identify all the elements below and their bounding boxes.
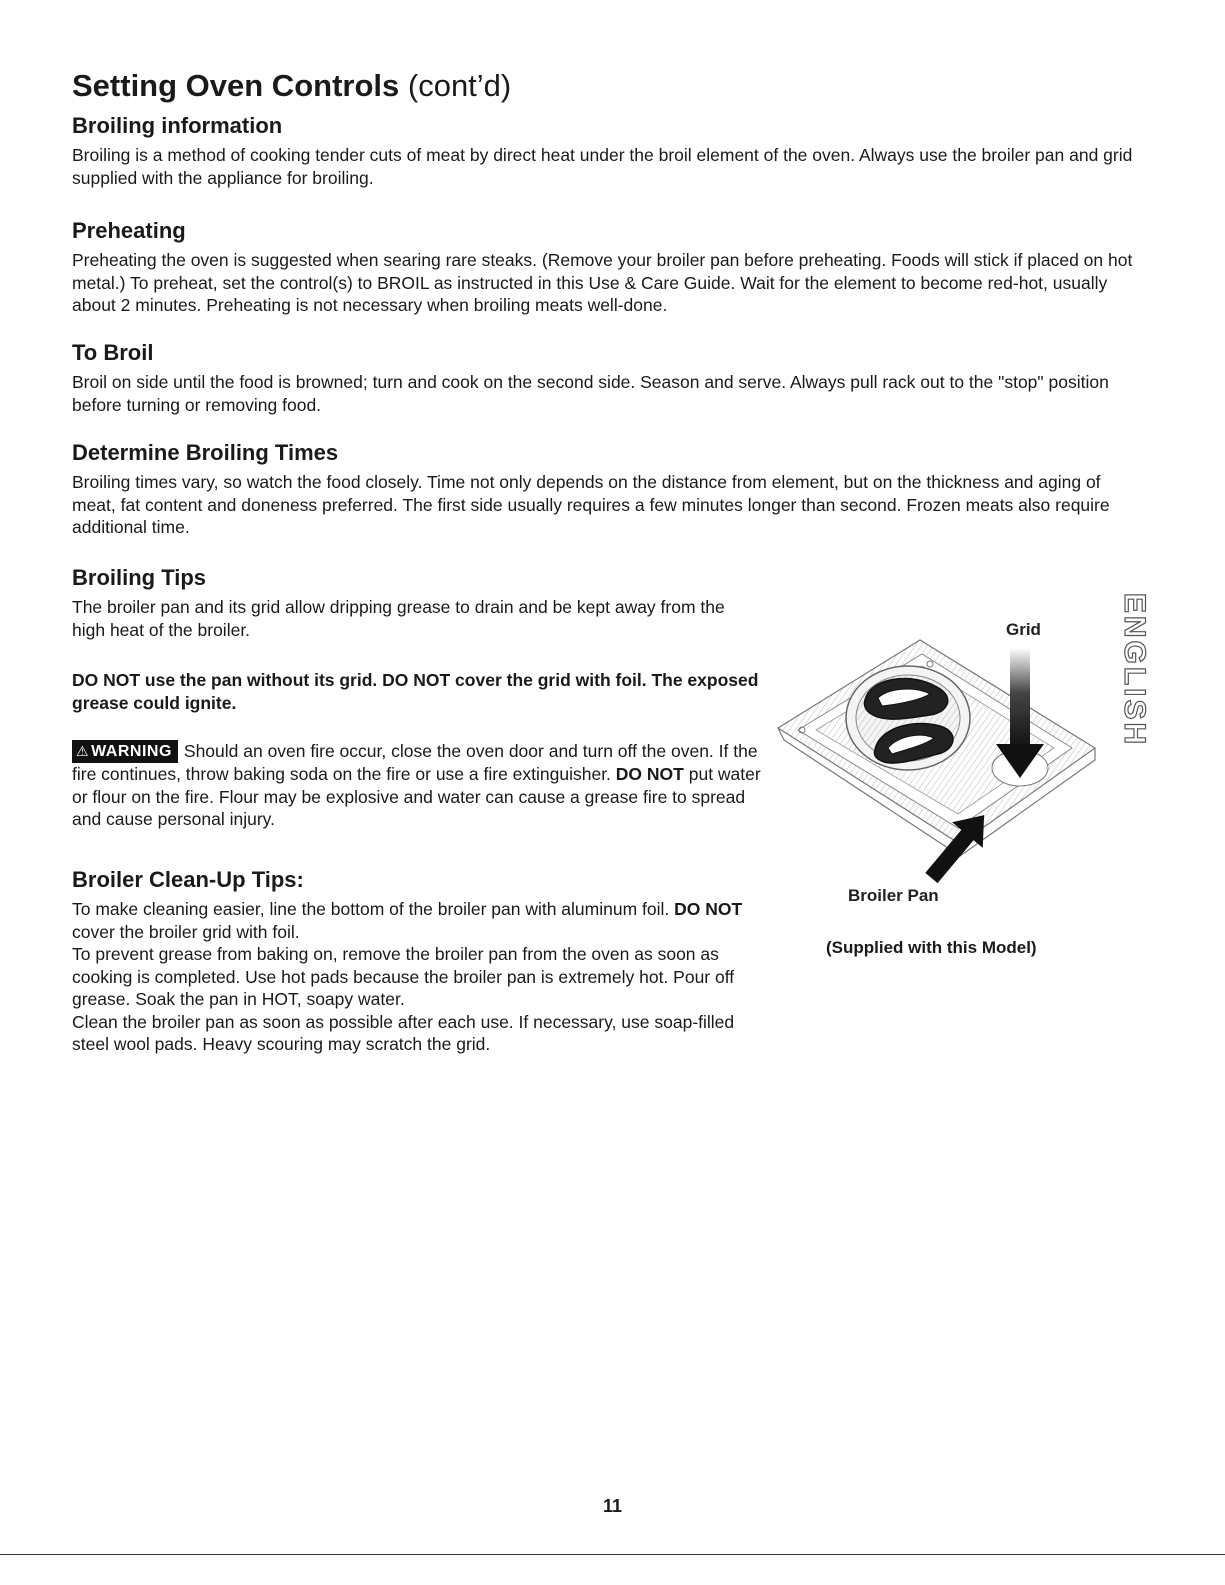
section-text: Broiling is a method of cooking tender cuts of meat by direct heat under the broil element of the oven. Always use the broiler pan and grid supplied with the appliance for broiling. bbox=[72, 145, 1133, 188]
page-title-main: Setting Oven Controls bbox=[72, 68, 400, 103]
language-side-tab bbox=[1108, 580, 1160, 760]
page-number: 11 bbox=[602, 1496, 623, 1516]
section-broiling-information bbox=[72, 112, 1138, 189]
cleanup-text-end: cover the broiler grid with foil. bbox=[72, 921, 300, 942]
cleanup-strong: DO NOT bbox=[674, 899, 743, 919]
page-title bbox=[72, 66, 511, 106]
section-heading: Preheating bbox=[72, 218, 186, 243]
section-heading: Broiler Clean-Up Tips: bbox=[72, 867, 304, 892]
page-title-suffix: (cont’d) bbox=[407, 68, 512, 103]
section-text: Broil on side until the food is browned; turn and cook on the second side. Season and serve. Always pull rack out to the "stop" position before turning or removing food. bbox=[72, 372, 1109, 415]
section-cleanup-tips bbox=[72, 866, 762, 1056]
warning-strong: DO NOT bbox=[615, 764, 684, 784]
cleanup-paragraph-2: To prevent grease from baking on, remove the broiler pan from the oven as soon as cooking is completed. Use hot pads because the broiler pan is extremely hot. Pour off grease. Soak the pan in HOT, soapy water. bbox=[72, 944, 735, 1009]
cleanup-text: To make cleaning easier, line the bottom of the broiler pan with aluminum foil. bbox=[72, 899, 670, 919]
cleanup-paragraph-1 bbox=[72, 898, 762, 943]
warning-triangle-icon: ⚠ bbox=[76, 743, 90, 759]
warning-badge-label: WARNING bbox=[91, 743, 172, 760]
figure-caption: (Supplied with this Model) bbox=[826, 938, 1037, 957]
bold-warning: DO NOT use the pan without its grid. DO NOT cover the grid with foil. The exposed grease could ignite. bbox=[72, 670, 759, 713]
section-heading: To Broil bbox=[72, 340, 154, 365]
warning-text: Should an oven fire occur, close the oven door and turn off the oven. If the fire continues, throw baking soda on the fire or use a fire extinguisher. bbox=[72, 741, 758, 784]
cleanup-paragraph-3: Clean the broiler pan as soon as possible after each use. If necessary, use soap-filled steel wool pads. Heavy scouring may scratch the grid. bbox=[72, 1011, 735, 1054]
section-preheating bbox=[72, 217, 1138, 317]
section-broiling-times bbox=[72, 439, 1138, 539]
section-text: Broiling times vary, so watch the food closely. Time not only depends on the distance from element, but on the thickness and aging of meat, fat content and doneness preferred. The first side usually requires a few minutes longer than second. Frozen meats also require additional time. bbox=[72, 472, 1110, 537]
section-heading: Determine Broiling Times bbox=[72, 440, 339, 465]
language-label: ENGLISH bbox=[1118, 592, 1151, 748]
section-text: The broiler pan and its grid allow dripping grease to drain and be kept away from the high heat of the broiler. bbox=[72, 597, 725, 640]
section-to-broil bbox=[72, 339, 1138, 416]
grid-label: Grid bbox=[1006, 620, 1041, 639]
broiler-pan-illustration bbox=[770, 600, 1100, 920]
section-heading: Broiling Tips bbox=[72, 565, 207, 590]
section-text: Preheating the oven is suggested when searing rare steaks. (Remove your broiler pan before preheating. Foods will stick if placed on hot metal.) To preheat, set the control(s) to BROIL as instructed in this Use & Care Guide. Wait for the element to become red-hot, usually about 2 minutes. Preheating is not necessary when broiling meats well-done. bbox=[72, 250, 1133, 315]
warning-text-end: put water or flour on the fire. Flour may be explosive and water can cause a grease fire to spread and cause personal injury. bbox=[72, 764, 761, 829]
section-broiling-tips bbox=[72, 564, 762, 831]
bottom-rule bbox=[0, 1554, 1225, 1555]
broiler-pan-label: Broiler Pan bbox=[848, 886, 939, 905]
broiler-pan-figure bbox=[770, 600, 1100, 920]
warning-badge bbox=[72, 740, 178, 763]
section-heading: Broiling information bbox=[72, 113, 283, 138]
warning-paragraph bbox=[72, 740, 762, 831]
